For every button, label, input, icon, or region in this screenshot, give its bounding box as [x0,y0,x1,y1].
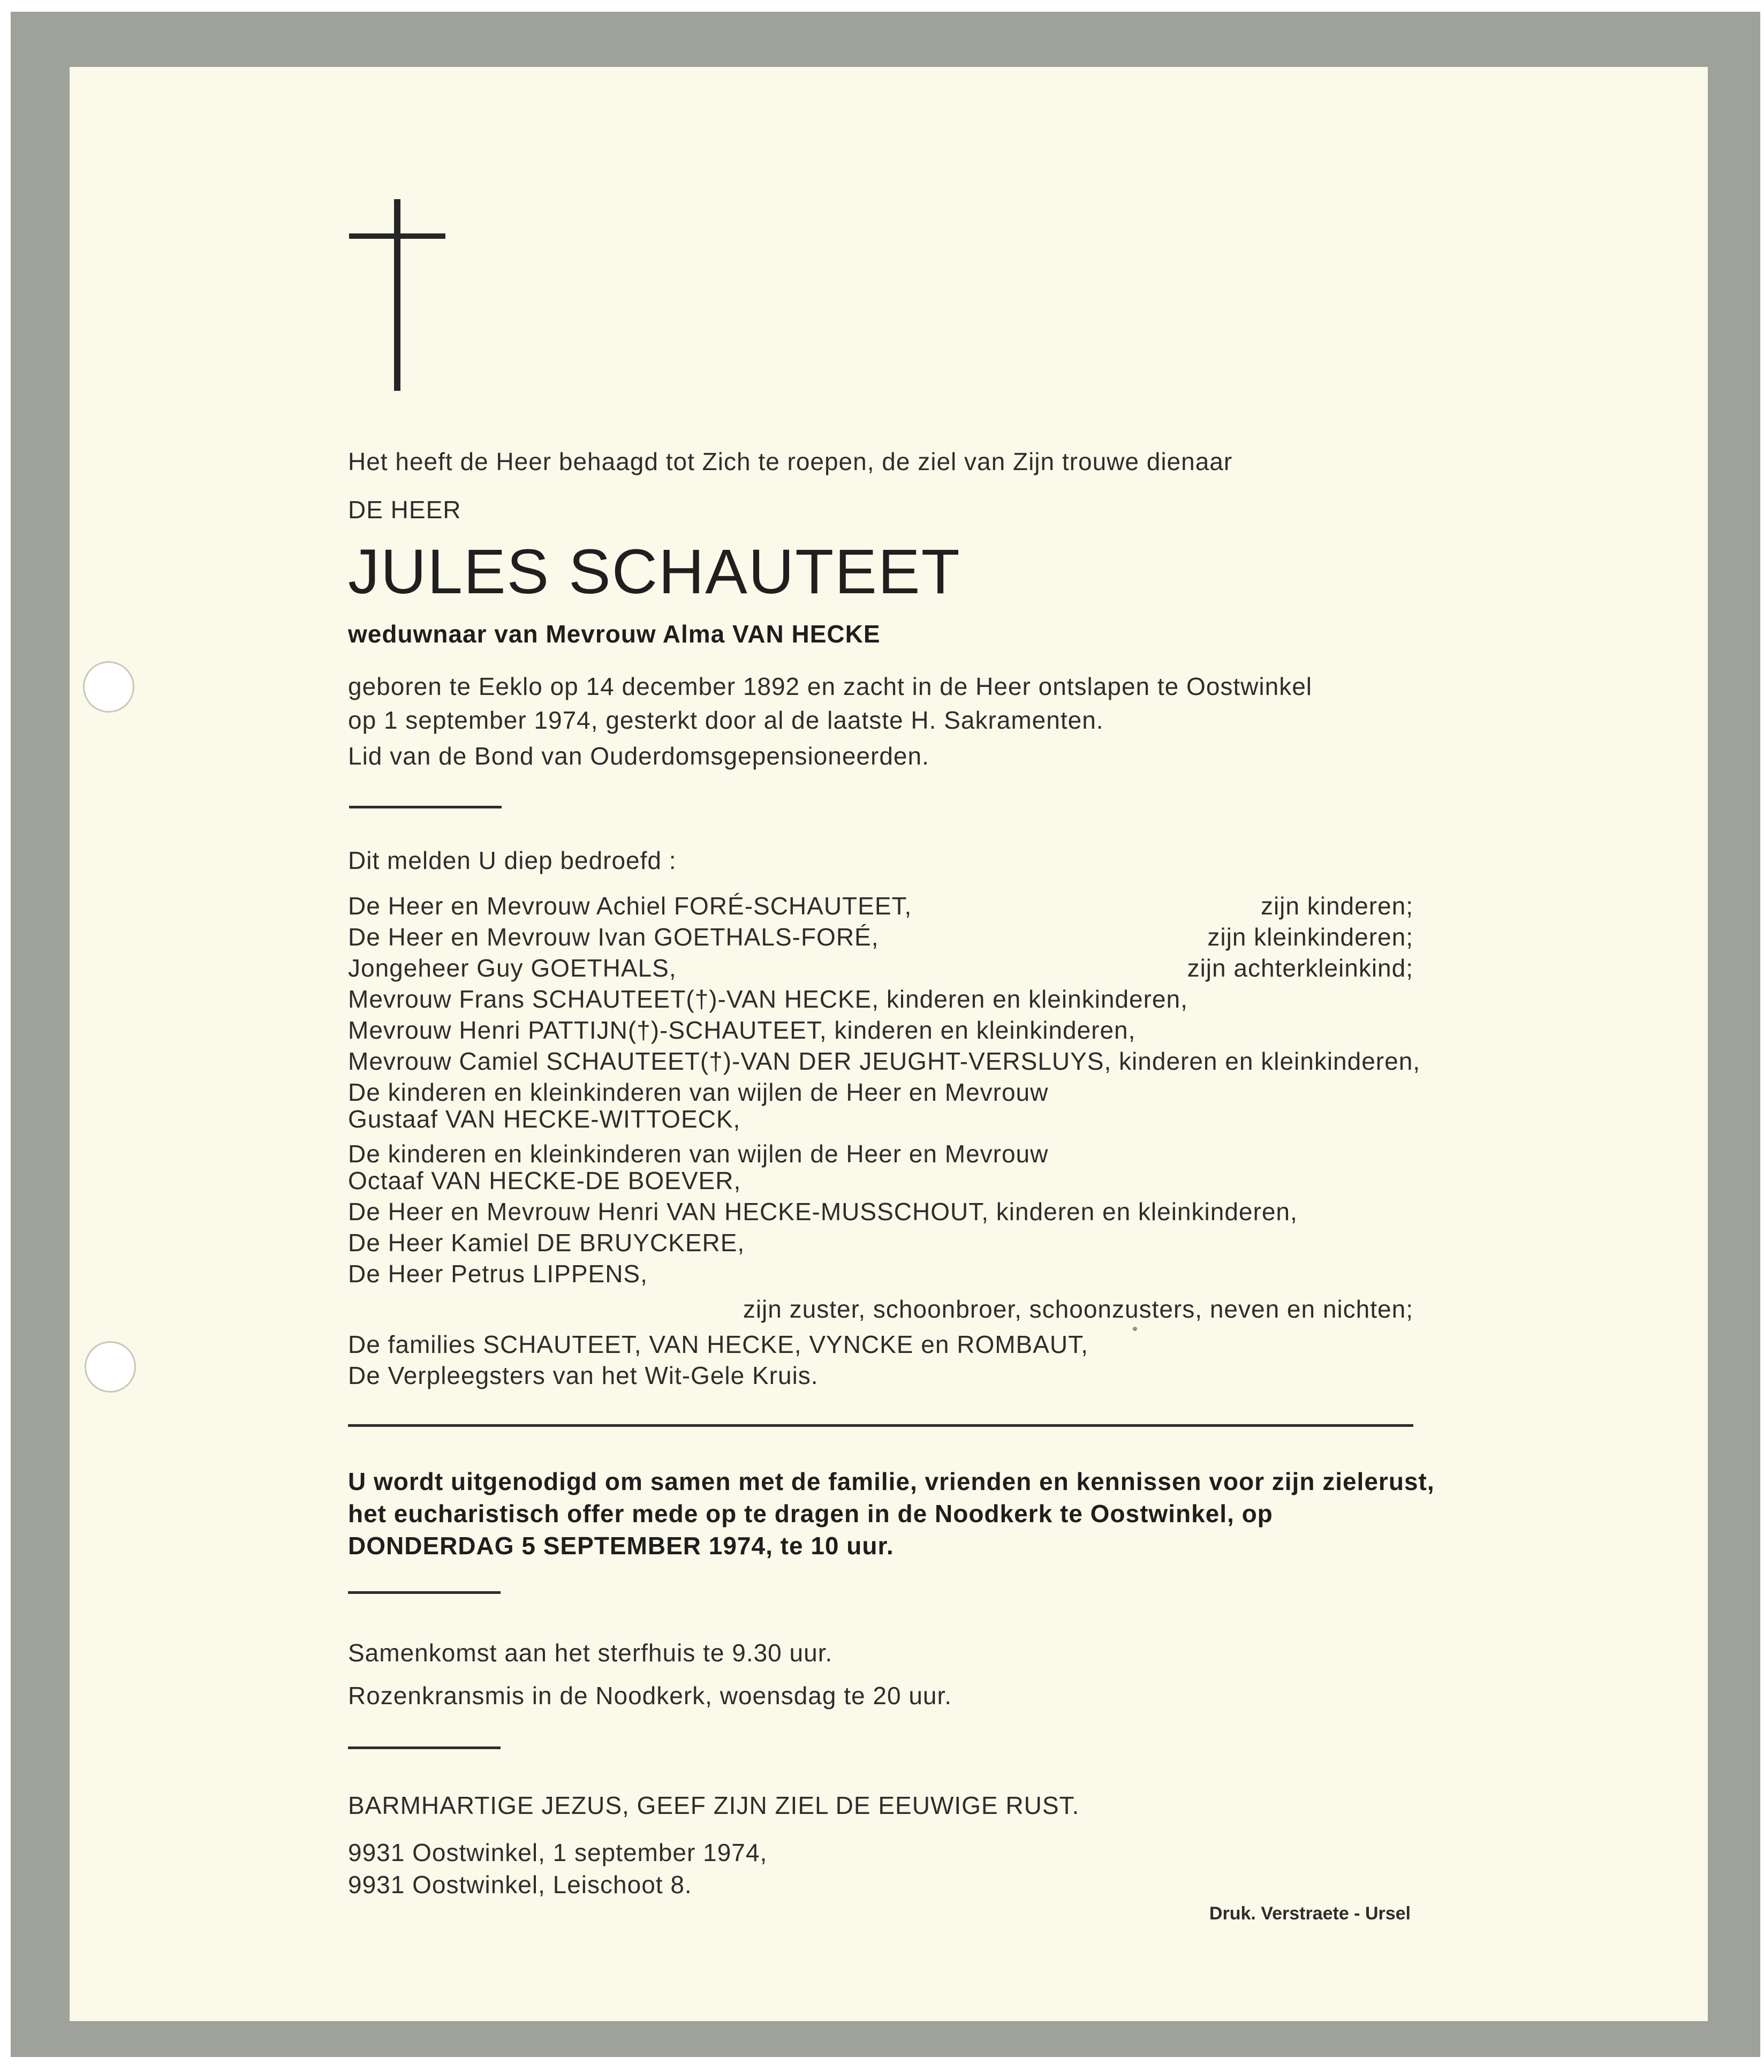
deceased-name: JULES SCHAUTEET [348,536,961,607]
widower-line: weduwnaar van Mevrouw Alma VAN HECKE [348,620,881,648]
long-divider [348,1424,1413,1427]
prayer-line: BARMHARTIGE JEZUS, GEEF ZIJN ZIEL DE EEUWIGE RUST. [348,1791,1080,1819]
printer-credit: Druk. Verstraete - Ursel [1209,1903,1411,1924]
mourner-line: Jongeheer Guy GOETHALS, [348,954,677,982]
address-line: 9931 Oostwinkel, Leischoot 8. [348,1871,692,1899]
mourner-line: De Heer Kamiel DE BRUYCKERE, [348,1229,745,1257]
short-divider [349,806,502,808]
death-line: op 1 september 1974, gesterkt door al de laatste H. Sakramenten. [348,706,1104,734]
invitation-line: DONDERDAG 5 SEPTEMBER 1974, te 10 uur. [348,1532,894,1560]
mourner-line: De Heer en Mevrouw Ivan GOETHALS-FORÉ, [348,923,879,951]
mourner-line: De Heer Petrus LIPPENS, [348,1260,648,1288]
mourner-line: Mevrouw Henri PATTIJN(†)-SCHAUTEET, kinderen en kleinkinderen, [348,1016,1136,1044]
mourner-line: De Verpleegsters van het Wit-Gele Kruis. [348,1362,819,1389]
mourner-relation: zijn zuster, schoonbroer, schoonzusters, neven en nichten; [743,1295,1413,1323]
membership-line: Lid van de Bond van Ouderdomsgepensioneerden. [348,742,929,770]
invitation-line: U wordt uitgenodigd om samen met de familie, vrienden en kennissen voor zijn zielerust, [348,1468,1435,1495]
punch-hole-top [83,661,134,713]
mourner-line: Mevrouw Camiel SCHAUTEET(†)-VAN DER JEUGHT-VERSLUYS, kinderen en kleinkinderen, [348,1047,1421,1075]
gathering-line: Samenkomst aan het sterfhuis te 9.30 uur. [348,1639,833,1667]
rosary-line: Rozenkransmis in de Noodkerk, woensdag te 20 uur. [348,1682,952,1710]
mourner-line: De Heer en Mevrouw Henri VAN HECKE-MUSSCHOUT, kinderen en kleinkinderen, [348,1198,1298,1226]
mourner-line: De kinderen en kleinkinderen van wijlen de Heer en Mevrouw [348,1078,1049,1106]
short-divider [348,1591,501,1594]
address-line: 9931 Oostwinkel, 1 september 1974, [348,1839,768,1866]
mourner-line: Octaaf VAN HECKE-DE BOEVER, [348,1167,741,1194]
birth-line: geboren te Eeklo op 14 december 1892 en zacht in de Heer ontslapen te Oostwinkel [348,672,1313,700]
mourner-line: De kinderen en kleinkinderen van wijlen de Heer en Mevrouw [348,1140,1049,1168]
mourner-relation: zijn achterkleinkind; [1187,954,1413,982]
invitation-line: het eucharistisch offer mede op te dragen in de Noodkerk te Oostwinkel, op [348,1500,1273,1527]
punch-hole-bottom [85,1341,136,1393]
mourner-line: De families SCHAUTEET, VAN HECKE, VYNCKE en ROMBAUT, [348,1330,1088,1358]
short-divider [348,1746,501,1749]
announce-intro: Dit melden U diep bedroefd : [348,846,677,874]
mourner-line: Mevrouw Frans SCHAUTEET(†)-VAN HECKE, kinderen en kleinkinderen, [348,985,1188,1013]
mourner-line: De Heer en Mevrouw Achiel FORÉ-SCHAUTEET, [348,892,912,920]
title-prefix: DE HEER [348,496,461,524]
ink-speck [1133,1327,1137,1331]
intro-text: Het heeft de Heer behaagd tot Zich te roepen, de ziel van Zijn trouwe dienaar [348,448,1233,475]
mourner-line: Gustaaf VAN HECKE-WITTOECK, [348,1105,741,1133]
mourner-relation: zijn kleinkinderen; [1207,923,1413,951]
mourner-relation: zijn kinderen; [1260,892,1413,920]
